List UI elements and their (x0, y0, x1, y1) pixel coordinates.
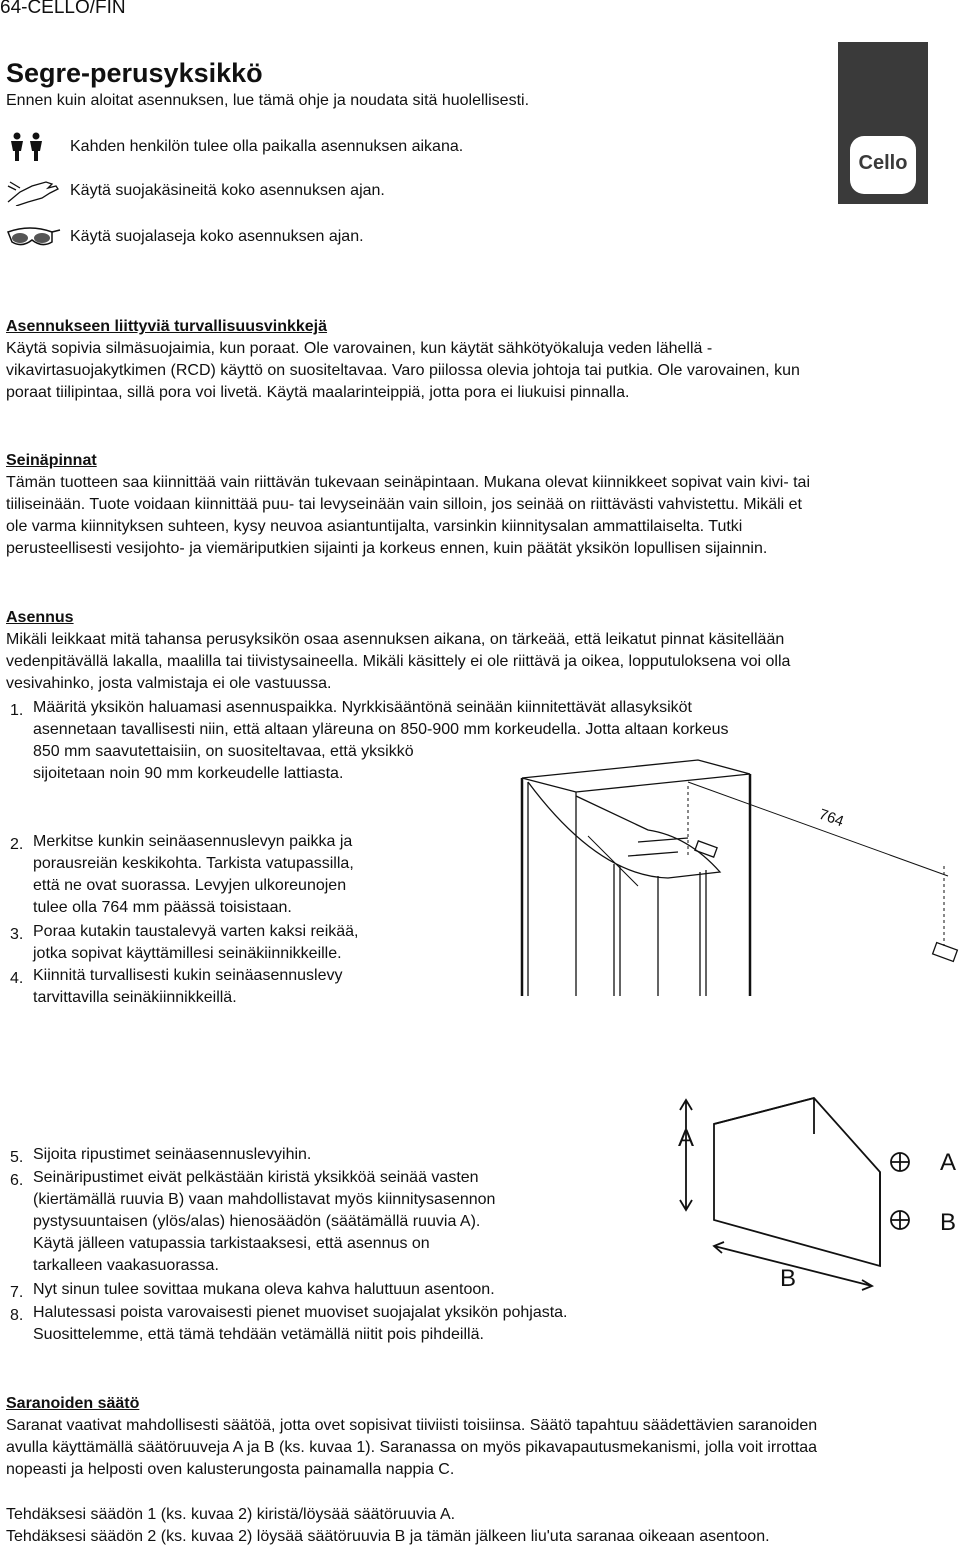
logo-text: Cello (858, 152, 908, 174)
step-number: 6. (10, 1172, 24, 1189)
label-b-bottom: B (780, 1265, 797, 1292)
text-line: Mikäli leikkaat mitä tahansa perusyksikön osaa asennuksen aikana, on tärkeää, että leikatut pinnat käsitellään (6, 631, 785, 648)
safety-row-gloves (6, 176, 466, 206)
text-line: vedenpitävällä lakalla, maalilla tai tiivistysaineella. Mikäli käsittely ei ole riittävä ja oikea, lopputuloksena voi olla (6, 653, 791, 670)
step-number: 8. (10, 1307, 24, 1324)
text-line: avulla käyttämällä säätöruuveja A ja B (ks. kuvaa 1). Saranassa on myös pikavapautusmekanismi, jolla voit irrottaa (6, 1439, 818, 1456)
safety-row-goggles (6, 222, 466, 252)
text-line: että ne ovat suorassa. Levyjen ulkoreunojen (33, 877, 347, 894)
text-line: Käytä sopivia silmäsuojaimia, kun poraat. Ole varovainen, kun käytät sähkötyökaluja veden lähellä - (6, 340, 713, 357)
hinge-adjustment-heading: Saranoiden säätö (6, 1395, 140, 1412)
text-line: 850 mm saavutettaisiin, on suositeltavaa, että yksikkö (33, 743, 414, 760)
safety-tips-heading: Asennukseen liittyviä turvallisuusvinkkejä (6, 318, 328, 335)
hinge-adjustment-text (6, 1415, 952, 1481)
step-number: 5. (10, 1149, 24, 1166)
text-line: jotka sopivat käyttämillesi seinäkiinnikkeille. (33, 945, 342, 962)
wall-surfaces-text (6, 472, 952, 560)
step-number: 2. (10, 836, 24, 853)
safety-text-goggles: Käytä suojalaseja koko asennuksen ajan. (70, 228, 364, 245)
goggles-icon (6, 222, 62, 252)
text-line: ole varma kiinnityksen suhteen, kysy neuvoa asiantuntijalta, varsinkin kiinnitysalan ammattilaiselta. Tutki (6, 518, 743, 535)
text-line: porausreiän keskikohta. Tarkista vatupassilla, (33, 855, 354, 872)
cello-logo (838, 42, 928, 204)
step-text (33, 1167, 495, 1277)
safety-text-gloves: Käytä suojakäsineitä koko asennuksen ajan. (70, 182, 385, 199)
text-line: Määritä yksikön haluamasi asennuspaikka. Nyrkkisääntönä seinään kiinnitettävät allasyksiköt (33, 699, 692, 716)
installation-text (6, 629, 952, 695)
text-line: Tämän tuotteen saa kiinnittää vain riittävän tukevaan seinäpintaan. Mukana olevat kiinnikkeet sopivat vain kivi- tai (6, 474, 811, 491)
logo-badge (850, 136, 916, 194)
installation-heading: Asennus (6, 609, 74, 626)
text-line: pystysuuntaisen (ylös/alas) hienosäädön (säätämällä ruuvia A). (33, 1213, 481, 1230)
text-line: Seinäripustimet eivät pelkästään kiristä yksikköä seinää vasten (33, 1169, 479, 1186)
step-number: 7. (10, 1284, 24, 1301)
text-line: Tehdäksesi säädön 2 (ks. kuvaa 2) löysää säätöruuvia B ja tämän jälkeen liu'uta saranaa oikeaan asentoon. (6, 1528, 770, 1545)
label-a-top: A (678, 1125, 695, 1152)
text-line: asennetaan tavallisesti niin, että altaan yläreuna on 850-900 mm korkeudella. Jotta altaan korkeus (33, 721, 729, 738)
bracket-figure (664, 1090, 960, 1300)
step-number: 4. (10, 970, 24, 987)
text-line: sijoitetaan noin 90 mm korkeudelle lattiasta. (33, 765, 344, 782)
text-line: Sijoita ripustimet seinäasennuslevyihin. (33, 1146, 312, 1163)
text-line: Suosittelemme, että tämä tehdään vetämällä niitit pois pihdeillä. (33, 1326, 484, 1343)
step-text (33, 965, 343, 1009)
text-line: vesivahinko, josta valmistaja ei ole vastuussa. (6, 675, 332, 692)
text-line: tulee olla 764 mm päässä toisistaan. (33, 899, 292, 916)
step-number: 1. (10, 702, 24, 719)
hinge-adjustment-notes (6, 1504, 952, 1548)
text-line: Käytä jälleen vatupassia tarkistaaksesi, että asennus on (33, 1235, 430, 1252)
safety-row-two-persons (6, 132, 466, 162)
text-line: vikavirtasuojakytkimen (RCD) käyttö on suositeltavaa. Varo piilossa olevia johtoja tai putkia. Ole varovainen, kun (6, 362, 800, 379)
text-line: Tehdäksesi säädön 1 (ks. kuvaa 2) kiristä/löysää säätöruuvia A. (6, 1506, 456, 1523)
text-line: Nyt sinun tulee sovittaa mukana oleva kahva haluttuun asentoon. (33, 1281, 495, 1298)
text-line: Saranat vaativat mahdollisesti säätöä, jotta ovet sopisivat tiiviisti toisiinsa. Säätö tapahtuu säädettävien saranoiden (6, 1417, 818, 1434)
step-text (33, 1302, 568, 1346)
step-text (33, 831, 354, 919)
text-line: poraat tiilipintaa, sillä pora voi livetä. Käytä maalarinteippiä, jotta pora ei liukuisi pinnalla. (6, 384, 630, 401)
label-a-side: A (940, 1149, 957, 1176)
safety-tips-text (6, 338, 952, 404)
text-line: Poraa kutakin taustalevyä varten kaksi reikää, (33, 923, 359, 940)
text-line: Merkitse kunkin seinäasennuslevyn paikka ja (33, 833, 353, 850)
document-code: 64-CELLO/FIN (0, 0, 126, 18)
step-text (33, 1279, 495, 1301)
wall-surfaces-heading: Seinäpinnat (6, 452, 97, 469)
text-line: Kiinnitä turvallisesti kukin seinäasennuslevy (33, 967, 343, 984)
text-line: tarkalleen vaakasuorassa. (33, 1257, 219, 1274)
step-text (33, 921, 359, 965)
text-line: perusteellisesti vesijohto- ja viemäriputkien sijainti ja korkeus ennen, kuin päätät yksikön lopullisen sijainnin. (6, 540, 768, 557)
step-text (33, 1144, 311, 1166)
text-line: Halutessasi poista varovaisesti pienet muoviset suojajalat yksikön pohjasta. (33, 1304, 568, 1321)
intro-text: Ennen kuin aloitat asennuksen, lue tämä ohje ja noudata sitä huolellisesti. (6, 92, 530, 109)
step-number: 3. (10, 926, 24, 943)
page-title: Segre-perusyksikkö (6, 58, 263, 88)
safety-text-two-persons: Kahden henkilön tulee olla paikalla asennuksen aikana. (70, 138, 464, 155)
two-persons-icon (6, 132, 62, 162)
text-line: nopeasti ja helposti oven kalusterungosta painamalla nappia C. (6, 1461, 455, 1478)
cabinet-figure (488, 756, 960, 998)
dimension-label: 764 (816, 805, 846, 831)
text-line: tarvittavilla seinäkiinnikkeillä. (33, 989, 237, 1006)
text-line: (kiertämällä ruuvia B) vaan mahdollistavat myös kiinnitysasennon (33, 1191, 496, 1208)
text-line: tiiliseinään. Tuote voidaan kiinnittää puu- tai levyseinään vain silloin, jos seinää on riittävästi vahvistettu. Mikäli et (6, 496, 802, 513)
label-b-side: B (940, 1209, 957, 1236)
gloves-icon (6, 176, 62, 206)
